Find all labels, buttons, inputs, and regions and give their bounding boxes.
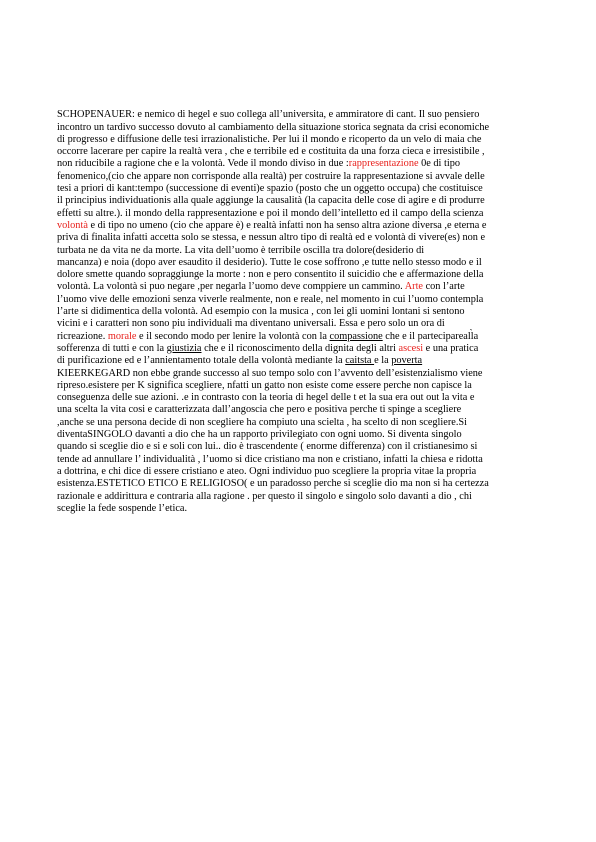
text-segment: e la xyxy=(374,355,392,367)
underlined-term-caitsta: caitsta xyxy=(345,355,375,367)
highlight-term-rappresentazione: rappresentazione xyxy=(348,158,419,170)
text-segment: SCHOPENAUER: e nemico di hegel e suo collega all’universita, e ammiratore di cant. Il suo pensiero incontro un tardivo successo dovuto al cambiamento della situazione storica segnata da crisi economiche di progresso e diffusione delle tesi irrazionalistiche. Per lui il mondo e ricoperto da un velo di maia che occorre lacerare per capire la realtà vera , che e terribile ed e costituita da una forza cieca e irresistibile , non riducibile a ragione che e la volontà. Vede il mondo diviso in due : xyxy=(57,109,490,170)
text-segment: 0e di tipo fenomenico,(cio che appare non corrisponde alla realtà) per costruire la rappresentazione si avvale delle tesi a priori di kant:tempo (successione di eventi)e spazio (posto che un oggetto occupa) che costituisce il principius individuationis alla quale aggiunge la causalità (la capacita delle cose di agire e di produrre effetti su altre.). il mondo della rappresentazione e poi il mondo dell’intelletto ed il campo della scienza xyxy=(57,158,485,219)
underlined-term-giustizia: giustizia xyxy=(166,342,202,354)
underlined-term-poverta: poverta xyxy=(391,355,423,367)
highlight-term-morale: morale xyxy=(107,330,137,342)
text-segment: che e il riconoscimento della dignita degli altri xyxy=(201,342,399,354)
highlight-term-ascesi: ascesi xyxy=(398,342,424,354)
text-segment: con l’arte l’uomo vive delle emozioni senza viverle realmente, non e reale, nel momento in cui l’uomo contempla l’arte si didimentica della volontà. Ad esempio con la musica , con lei gli uomini lontani si sentono vicini e i caratteri non sono piu individuali ma diventano universali. Essa e pero solo un ora di ricreazione. xyxy=(57,281,484,342)
text-segment: e di tipo no umeno (cio che appare è) e realtà infatti non ha senso altra azione diversa ,e eterna e priva di finalita infatti accetta solo se stessa, e nessun altro tipo di realtà ed e volontà di vivere(es) non e turbata ne da vita ne da morte. La vita dell’uomo è terribile oscilla tra dolore(desiderio di mancanza) e noia (dopo aver esaudito il desiderio). Tutte le cose soffrono ,e tutte nello stesso modo e il dolore smette quando sopraggiunge la morte : non e pero consentito il suicidio che e affermazione della volontà. La volontà si puo negare ,per negarla l’uomo deve comppiere un cammino. xyxy=(57,219,487,293)
document-body xyxy=(57,97,555,515)
text-segment: e una pratica di purificazione ed e l’annientamento totale della volontà mediante la xyxy=(57,342,479,367)
underlined-term-compassione: compassione xyxy=(329,330,383,342)
highlight-term-volonta: volontà xyxy=(57,219,88,231)
text-segment: KIEERKEGARD non ebbe grande successo al suo tempo solo con l’avvento dell’esistenzialismo viene ripreso.esistere per K significa scegliere, nfatti un gatto non esiste come essere perche non capisce la conseguenza delle sue azioni. .e in contrasto con la teoria di hegel delle t et la sua era out out la vita e una scelta la vita cosi e caratterizzata dall’angoscia che pero e positiva perche ti spinge a scegliere ,anche se una persona decide di non scegliere ha compiuto una scielta , ha scelto di non scegliere.Si diventaSINGOLO davanti a dio che ha un rapporto privilegiato con ogni uomo. Si diventa singolo quando si sceglie dio e si e soli con lui.. dio è trascendente ( enorme differenza) con il cristianesimo si tende ad annullare l’ individualità , l’uomo si dice cristiano ma non e cristiano, infatti la chiesa e ridotta a dottrina, e chi dice di essere cristiano e ateo. Ogni individuo puo scegliere la propria vitae la propria esistenza.ESTETICO ETICO E RELIGIOSO( e un paradosso perche si sceglie dio ma non si ha certezza razionale e addirittura e contraria alla ragione . per questo il singolo e singolo solo davanti a dio , chi sceglie la fede sospende l’etica. xyxy=(57,367,489,514)
text-segment: e il secondo modo per lenire la volontà con la xyxy=(136,330,330,342)
text-segment: che e il partecipareall̀a sofferenza di tutti e con la xyxy=(57,330,479,354)
highlight-term-arte: Arte xyxy=(404,281,423,293)
